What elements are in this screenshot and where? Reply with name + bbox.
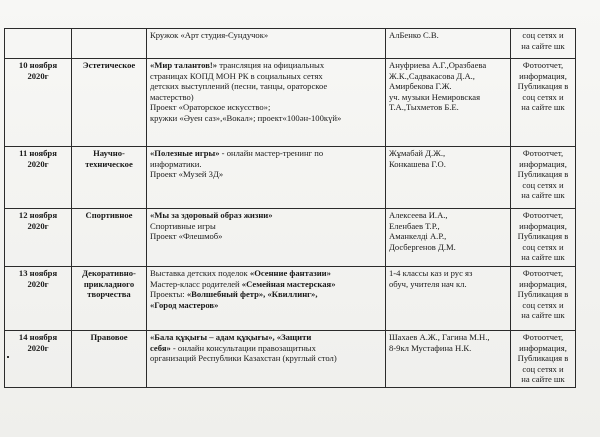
event-text: Проекты: [150, 289, 187, 300]
responsible-name: Т.А.,Тыхметов Б.Е. [389, 102, 459, 113]
report-line: соц сетях и [522, 299, 564, 310]
event-text: Проект «Музей 3Д» [150, 169, 224, 180]
event-line [150, 343, 382, 354]
event-text: - онлайн мастер-тренинг по [219, 148, 324, 158]
events-table [4, 28, 576, 388]
event-line [150, 169, 382, 180]
responsible-name: Шахаев А.Ж., Гагина М.Н., [389, 332, 490, 342]
event-text: себя» [150, 342, 171, 353]
direction-cell: Декоративно-прикладного творчества [72, 267, 147, 331]
direction-cell: Эстетическое [72, 59, 147, 147]
event-text: организаций Республики Казахстан (круглый стол) [150, 353, 337, 364]
report-line: Фотоотчет, [522, 148, 564, 158]
event-text: - онлайн консультации правозащитных [170, 342, 316, 353]
event-text: «Семейная мастерская» [241, 278, 336, 289]
report-cell [511, 59, 576, 147]
direction-cell: Спортивное [72, 209, 147, 267]
event-text: страницах КОПД МОН РК в социальных сетях [150, 70, 323, 81]
responsible-name: 8-9кл Мустафина Н.К. [389, 342, 472, 353]
responsible-cell [386, 209, 511, 267]
responsible-name: Алексеева И.А., [389, 210, 448, 220]
event-text: трансляция на официальных [217, 60, 325, 70]
table-row [5, 331, 576, 388]
responsible-name: Еленбаев Т.Р., [389, 220, 440, 231]
table-row [5, 267, 576, 331]
event-line [150, 268, 382, 279]
event-text: «Мир талантов!» [150, 60, 218, 70]
date-cell: 11 ноября 2020г [5, 147, 72, 209]
report-line: Фотоотчет, [522, 268, 564, 278]
event-text: Кружок «Арт студия-Сундучок» [150, 30, 269, 40]
report-line: Фотоотчет, [522, 60, 564, 70]
responsible-name: Амирбекова Г.Ж. [389, 81, 452, 92]
report-cell [511, 331, 576, 388]
report-line: информация, [519, 70, 567, 81]
direction-cell: Правовое [72, 331, 147, 388]
table-row [5, 59, 576, 147]
event-text: «Бала құқығы – адам құқығы», «Защити [150, 332, 312, 342]
table-row [5, 147, 576, 209]
event-text: «Волшебный фетр», «Квиллинг», [186, 289, 318, 300]
event-text: Спортивные игры [150, 220, 216, 231]
date-cell: 14 ноября 2020г [5, 331, 72, 388]
event-text: «Мы за здоровый образ жизни» [150, 210, 273, 220]
event-cell [147, 59, 386, 147]
report-line: соц сетях и [522, 363, 564, 374]
event-text: «Полезные игры» [150, 148, 220, 158]
report-line: Публикация в [517, 289, 569, 300]
direction-cell: Научно-техническое [72, 147, 147, 209]
event-text: «Осенние фантазии» [249, 268, 331, 278]
scan-dot [7, 356, 9, 358]
responsible-name: Жұмабай Д.Ж., [389, 148, 446, 158]
direction-cell [72, 29, 147, 59]
event-cell [147, 331, 386, 388]
event-line [150, 102, 382, 113]
event-text: мастерство) [150, 91, 194, 102]
event-line [150, 30, 382, 41]
event-line [150, 289, 382, 300]
responsible-cell [386, 267, 511, 331]
report-line: Публикация в [517, 231, 569, 242]
table-row [5, 29, 576, 59]
date-cell [5, 29, 72, 59]
responsible-name: Ануфриева А.Г.,Оразбаева [389, 60, 487, 70]
event-line [150, 332, 382, 343]
responsible-cell [386, 59, 511, 147]
event-line [150, 81, 382, 92]
responsible-cell [386, 147, 511, 209]
event-line [150, 113, 382, 124]
event-line [150, 353, 382, 364]
event-text: Проект «Флешмоб» [150, 231, 223, 242]
event-text: кружки «Әуен саз»,«Вокал»; проект«100ән-100күй» [150, 112, 342, 123]
report-line: на сайте шк [521, 252, 565, 263]
report-line: Публикация в [517, 353, 569, 364]
report-line: Публикация в [517, 81, 569, 92]
event-cell [147, 29, 386, 59]
event-cell [147, 147, 386, 209]
event-line [150, 221, 382, 232]
responsible-name: 1-4 классы каз и рус яз [389, 268, 473, 278]
report-cell [511, 267, 576, 331]
report-line: соц сетях и [522, 179, 564, 190]
report-cell [511, 209, 576, 267]
events-table-body [5, 29, 576, 388]
report-line: Фотоотчет, [522, 332, 564, 342]
responsible-cell [386, 29, 511, 59]
date-cell: 12 ноября 2020г [5, 209, 72, 267]
date-cell: 13 ноября 2020г [5, 267, 72, 331]
responsible-name: уч. музыки Немировская [389, 91, 481, 102]
responsible-name: Конкашева Г.О. [389, 158, 446, 169]
report-line: на сайте шк [521, 310, 565, 321]
event-line [150, 231, 382, 242]
event-cell [147, 209, 386, 267]
report-line: информация, [519, 342, 567, 353]
table-row [5, 209, 576, 267]
report-line: Публикация в [517, 169, 569, 180]
report-line: на сайте шк [521, 190, 565, 201]
event-line [150, 71, 382, 82]
responsible-name: АлБенко С.В. [389, 30, 439, 40]
report-line: на сайте шк [521, 374, 565, 385]
responsible-name: Аманкелді А.Р., [389, 231, 447, 242]
date-cell: 10 ноября 2020г [5, 59, 72, 147]
event-text: информатики. [150, 158, 202, 169]
event-line [150, 159, 382, 170]
event-cell [147, 267, 386, 331]
report-line: Фотоотчет, [522, 210, 564, 220]
event-line [150, 148, 382, 159]
event-text: Выставка детских поделок [150, 268, 250, 278]
report-line: соц сетях и [522, 91, 564, 102]
event-line [150, 210, 382, 221]
report-line: на сайте шк [521, 40, 565, 51]
event-text: Проект «Ораторское искусство»; [150, 102, 271, 113]
event-line [150, 60, 382, 71]
responsible-name: Досбергенов Д.М. [389, 241, 456, 252]
report-line: на сайте шк [521, 102, 565, 113]
report-line: информация, [519, 278, 567, 289]
responsible-name: Ж.К.,Садвакасова Д.А., [389, 70, 475, 81]
responsible-name: обуч, учителя нач кл. [389, 278, 467, 289]
report-line: информация, [519, 220, 567, 231]
report-line: соц сетях и [522, 30, 564, 40]
event-line [150, 300, 382, 311]
responsible-cell [386, 331, 511, 388]
event-text: «Город мастеров» [150, 299, 219, 310]
event-text: детских выступлений (песни, танцы, ораторское [150, 81, 328, 92]
event-line [150, 92, 382, 103]
event-text: Мастер-класс родителей [150, 278, 242, 289]
event-line [150, 279, 382, 290]
report-line: соц сетях и [522, 241, 564, 252]
report-line: информация, [519, 158, 567, 169]
report-cell [511, 147, 576, 209]
report-cell [511, 29, 576, 59]
